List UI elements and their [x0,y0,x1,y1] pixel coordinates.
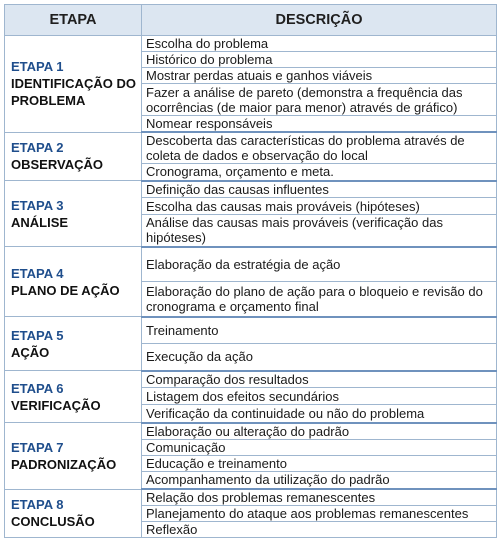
description-cell: Cronograma, orçamento e meta. [142,164,497,181]
header-descricao: DESCRIÇÃO [142,5,497,36]
stage-cell [5,36,142,133]
header-etapa: ETAPA [5,5,142,36]
stage-name: PLANO DE AÇÃO [11,282,120,298]
description-cell: Escolha das causas mais prováveis (hipóteses) [142,198,497,215]
stage-name: CONCLUSÃO [11,514,95,530]
stage-name: VERIFICAÇÃO [11,397,101,413]
table-row [5,489,497,506]
description-cell: Mostrar perdas atuais e ganhos viáveis [142,68,497,84]
description-cell: Educação e treinamento [142,455,497,471]
stage-cell [5,317,142,371]
table-row [5,371,497,388]
stage-number: ETAPA 3 [11,197,64,213]
stage-number: ETAPA 8 [11,497,64,513]
table-row [5,132,497,164]
description-cell: Acompanhamento da utilização do padrão [142,471,497,489]
description-cell: Histórico do problema [142,52,497,68]
description-cell: Descoberta das características do problema através de coleta de dados e observação do local [142,132,497,164]
stage-cell [5,247,142,317]
stage-number: ETAPA 1 [11,59,64,75]
description-cell: Planejamento do ataque aos problemas remanescentes [142,506,497,522]
stage-cell [5,489,142,538]
description-cell: Elaboração do plano de ação para o bloqueio e revisão do cronograma e orçamento final [142,282,497,317]
description-cell: Elaboração da estratégia de ação [142,247,497,282]
table-row [5,36,497,52]
description-cell: Comparação dos resultados [142,371,497,388]
table-body [5,36,497,538]
header-row [5,5,497,36]
stage-number: ETAPA 4 [11,265,64,281]
description-cell: Nomear responsáveis [142,116,497,133]
stage-name: AÇÃO [11,344,50,360]
description-cell: Escolha do problema [142,36,497,52]
description-cell: Relação dos problemas remanescentes [142,489,497,506]
stage-cell [5,423,142,490]
table-row [5,423,497,440]
table-row [5,247,497,282]
masp-table [4,4,497,538]
description-cell: Definição das causas influentes [142,181,497,198]
description-cell: Comunicação [142,439,497,455]
stage-cell [5,181,142,247]
description-cell: Execução da ação [142,344,497,371]
description-cell: Elaboração ou alteração do padrão [142,423,497,440]
table-row [5,317,497,344]
stage-number: ETAPA 5 [11,327,64,343]
description-cell: Análise das causas mais prováveis (verificação das hipóteses) [142,215,497,247]
stage-name: OBSERVAÇÃO [11,157,103,173]
description-cell: Reflexão [142,522,497,538]
stage-number: ETAPA 6 [11,380,64,396]
description-cell: Fazer a análise de pareto (demonstra a frequência das ocorrências (de maior para menor) através de gráfico) [142,84,497,116]
stage-name: ANÁLISE [11,214,69,230]
masp-table-container [4,4,496,538]
description-cell: Verificação da continuidade ou não do problema [142,405,497,423]
table-row [5,181,497,198]
stage-name: PADRONIZAÇÃO [11,456,117,472]
stage-name: IDENTIFICAÇÃO DO PROBLEMA [11,76,136,109]
description-cell: Treinamento [142,317,497,344]
description-cell: Listagem dos efeitos secundários [142,388,497,405]
stage-number: ETAPA 2 [11,140,64,156]
stage-cell [5,132,142,181]
stage-number: ETAPA 7 [11,439,64,455]
stage-cell [5,371,142,423]
